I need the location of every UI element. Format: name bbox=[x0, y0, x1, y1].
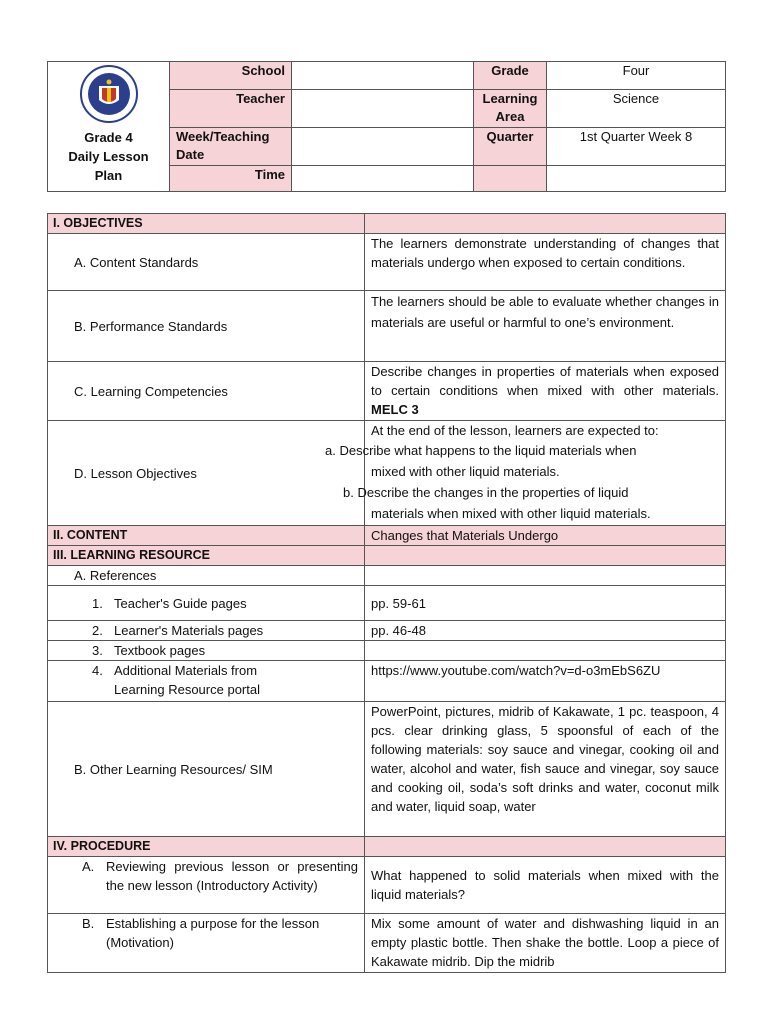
teachers-guide-value: pp. 59-61 bbox=[365, 586, 726, 621]
lesson-objectives-label: D. Lesson Objectives bbox=[48, 421, 365, 526]
lesson-objective-b-line2: materials when mixed with other liquid materials. bbox=[371, 506, 651, 521]
textbook-label-cell: 3. Textbook pages bbox=[48, 641, 365, 661]
time-label: Time bbox=[170, 166, 292, 192]
learners-materials-value: pp. 46-48 bbox=[365, 621, 726, 641]
lesson-objective-a-line1: a. Describe what happens to the liquid materials when bbox=[325, 443, 637, 458]
resources-heading-blank bbox=[365, 546, 726, 566]
other-resources-value: PowerPoint, pictures, midrib of Kakawate, 1 pc. teaspoon, 4 pcs. clear drinking glass, 5 spoonsful of each of the following materials: soy sauce and vinegar, cooking oil and water, alcohol and water, fish sauce and vinegar, soy sauce and cooking oil, soda’s soft drinks and water, coconut milk and water, liquid soap, water bbox=[365, 702, 726, 837]
procedure-a-value: What happened to solid materials when mixed with the liquid materials? bbox=[365, 857, 726, 914]
additional-materials-label-2: Learning Resource portal bbox=[114, 682, 260, 697]
teacher-value bbox=[292, 90, 474, 128]
additional-materials-link[interactable]: https://www.youtube.com/watch?v=d-o3mEbS6ZU bbox=[365, 661, 726, 702]
resources-heading: III. LEARNING RESOURCE bbox=[48, 546, 365, 566]
procedure-b-value: Mix some amount of water and dishwashing liquid in an empty plastic bottle. Then shake the bottle. Loop a piece of Kakawate midrib. Dip the midrib bbox=[365, 914, 726, 973]
lesson-plan-table bbox=[47, 213, 726, 973]
lesson-objective-b-line1: b. Describe the changes in the properties of liquid bbox=[343, 485, 629, 500]
content-standards-label: A. Content Standards bbox=[48, 234, 365, 291]
learners-materials-label: Learner's Materials pages bbox=[114, 623, 264, 638]
time-spacer bbox=[547, 166, 726, 192]
procedure-a-letter: A. bbox=[82, 859, 95, 874]
header-table bbox=[47, 61, 726, 192]
quarter-value: 1st Quarter Week 8 bbox=[547, 128, 726, 166]
objectives-heading-blank bbox=[365, 214, 726, 234]
performance-standards-label: B. Performance Standards bbox=[48, 291, 365, 362]
quarter-label: Quarter bbox=[474, 128, 547, 166]
other-resources-label: B. Other Learning Resources/ SIM bbox=[48, 702, 365, 837]
plan-title-line2: Daily Lesson bbox=[68, 149, 149, 164]
deped-seal-icon bbox=[79, 64, 139, 124]
content-value: Changes that Materials Undergo bbox=[365, 526, 726, 546]
teachers-guide-label: Teacher's Guide pages bbox=[114, 595, 247, 611]
references-blank bbox=[365, 566, 726, 586]
time-spacer-pink bbox=[474, 166, 547, 192]
content-standards-value: The learners demonstrate understanding of changes that materials undergo when exposed to certain conditions. bbox=[365, 234, 726, 291]
school-label: School bbox=[170, 62, 292, 90]
procedure-heading: IV. PROCEDURE bbox=[48, 837, 365, 857]
competencies-value: Describe changes in properties of materials when exposed to certain conditions when mixed with other materials. bbox=[371, 364, 719, 398]
plan-title-line3: Plan bbox=[94, 168, 123, 183]
time-value bbox=[292, 166, 474, 192]
additional-materials-label-1: Additional Materials from bbox=[114, 663, 258, 678]
textbook-label: Textbook pages bbox=[114, 643, 206, 658]
procedure-a-label-cell bbox=[48, 857, 365, 914]
plan-title-line1: Grade 4 bbox=[84, 130, 133, 145]
learners-materials-label-cell: 2. Learner's Materials pages bbox=[48, 621, 365, 641]
lesson-objectives-intro: At the end of the lesson, learners are expected to: bbox=[371, 423, 659, 438]
procedure-a-label: Reviewing previous lesson or presenting the new lesson (Introductory Activity) bbox=[106, 859, 358, 893]
competencies-label: C. Learning Competencies bbox=[48, 362, 365, 421]
week-label: Week/Teaching Date bbox=[170, 128, 292, 166]
grade-label: Grade bbox=[474, 62, 547, 90]
teacher-label: Teacher bbox=[170, 90, 292, 128]
learning-area-label: Learning Area bbox=[474, 90, 547, 128]
procedure-heading-blank bbox=[365, 837, 726, 857]
week-value bbox=[292, 128, 474, 166]
procedure-b-label-cell bbox=[48, 914, 365, 973]
textbook-value bbox=[365, 641, 726, 661]
lesson-objective-a-line2: mixed with other liquid materials. bbox=[371, 464, 560, 479]
logo-cell bbox=[48, 62, 170, 192]
competencies-cell bbox=[365, 362, 726, 421]
performance-standards-value: The learners should be able to evaluate whether changes in materials are useful or harmful to one’s environment. bbox=[365, 291, 726, 362]
school-value bbox=[292, 62, 474, 90]
lesson-objectives-cell bbox=[325, 421, 726, 526]
grade-value: Four bbox=[547, 62, 726, 90]
procedure-b-label: Establishing a purpose for the lesson (Motivation) bbox=[106, 916, 320, 950]
teachers-guide-label-cell: 1. Teacher's Guide pages bbox=[48, 586, 365, 621]
learning-area-value: Science bbox=[547, 90, 726, 128]
competencies-code: MELC 3 bbox=[371, 402, 419, 417]
procedure-b-letter: B. bbox=[82, 916, 95, 931]
additional-materials-label-cell: 4. Additional Materials from Learning Resource portal bbox=[48, 661, 365, 702]
content-heading: II. CONTENT bbox=[48, 526, 365, 546]
references-label: A. References bbox=[48, 566, 365, 586]
objectives-heading: I. OBJECTIVES bbox=[48, 214, 365, 234]
